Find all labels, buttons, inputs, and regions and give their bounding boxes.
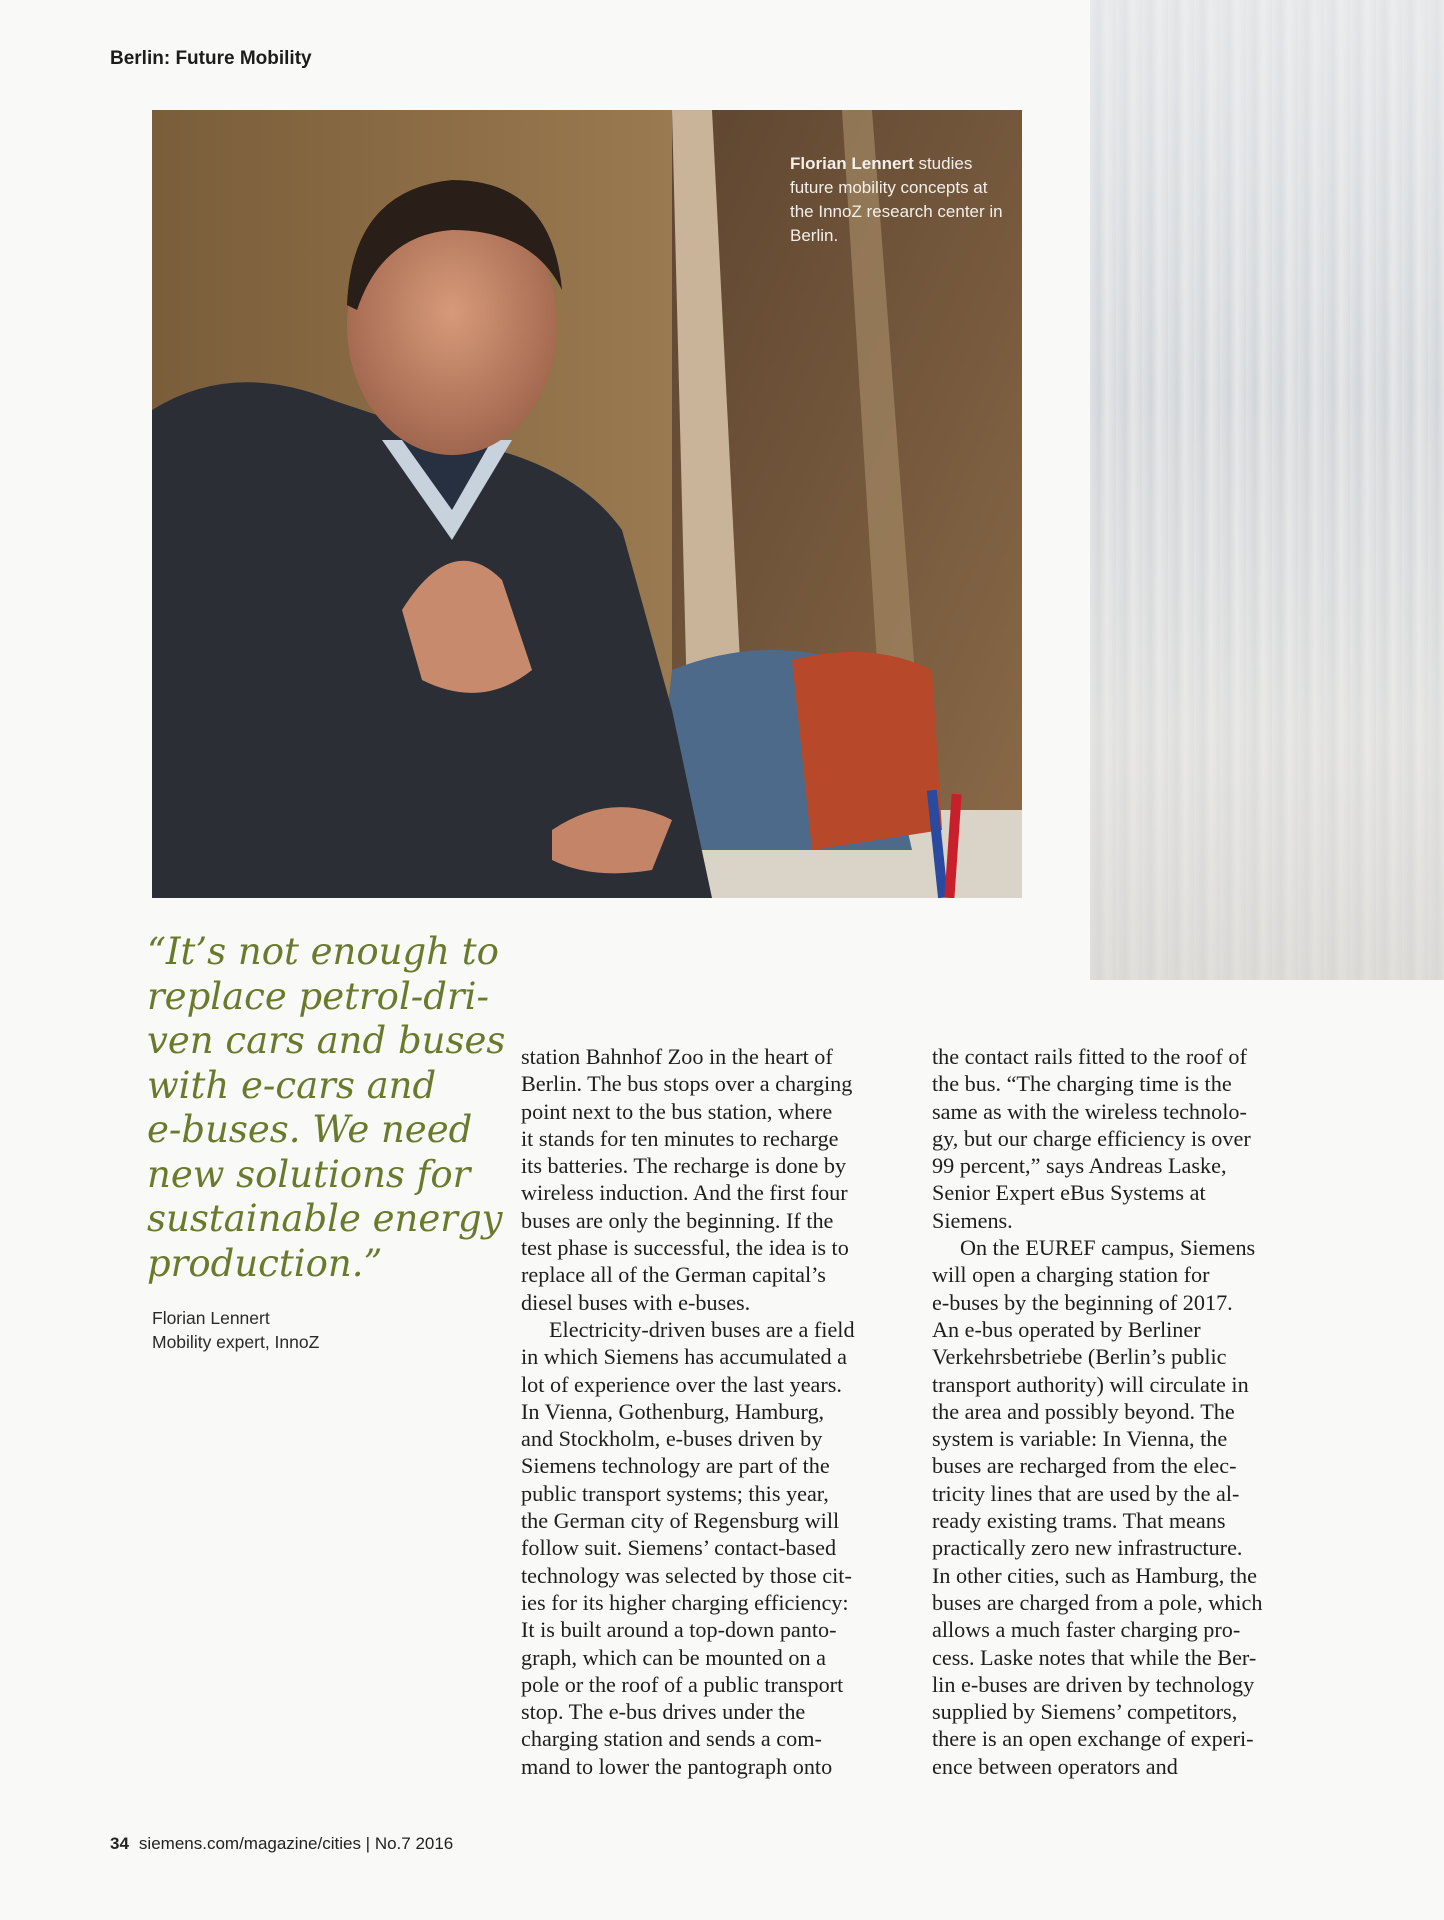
photo-caption — [790, 152, 1010, 248]
text-line: practically zero new infrastructure. — [932, 1535, 1243, 1561]
text-line: tricity lines that are used by the al- — [932, 1480, 1240, 1506]
text-line: there is an open exchange of experi- — [932, 1726, 1254, 1752]
text-line: e-buses by the beginning of 2017. — [932, 1289, 1233, 1315]
text-line: lin e-buses are driven by technology — [932, 1671, 1255, 1697]
text-line: lot of experience over the last years. — [521, 1371, 842, 1397]
text-line: Siemens technology are part of the — [521, 1453, 830, 1479]
quote-line: with e-cars and — [147, 1063, 437, 1107]
quote-line: sustainable energy — [147, 1197, 503, 1240]
text-line: stop. The e-bus drives under the — [521, 1699, 806, 1725]
text-line: It is built around a top-down panto- — [521, 1617, 837, 1643]
text-line: replace all of the German capital’s — [521, 1262, 826, 1288]
text-line: Senior Expert eBus Systems at — [932, 1180, 1206, 1206]
text-line: the German city of Regensburg will — [521, 1508, 840, 1534]
text-line: diesel buses with e-buses. — [521, 1289, 751, 1315]
text-line: Electricity-driven buses are a field — [549, 1316, 855, 1342]
quote-line: “It’s not enough to — [147, 930, 499, 973]
article-column-2 — [932, 1043, 1332, 1780]
text-line: gy, but our charge efficiency is over — [932, 1125, 1251, 1151]
text-line: Verkehrsbetriebe (Berlin’s public — [932, 1344, 1227, 1370]
text-line: transport authority) will circulate in — [932, 1371, 1249, 1397]
text-line: ies for its higher charging efficiency: — [521, 1589, 849, 1615]
text-line: On the EUREF campus, Siemens — [960, 1235, 1256, 1261]
page-footer — [110, 1834, 453, 1854]
text-line: In other cities, such as Hamburg, the — [932, 1562, 1257, 1588]
text-line: station Bahnhof Zoo in the heart of — [521, 1044, 833, 1069]
text-line: Siemens. — [932, 1207, 1013, 1233]
text-line: In Vienna, Gothenburg, Hamburg, — [521, 1398, 825, 1424]
text-line: it stands for ten minutes to recharge — [521, 1125, 839, 1151]
text-line: the contact rails fitted to the roof of — [932, 1044, 1247, 1069]
section-title: Berlin: Future Mobility — [110, 48, 312, 69]
text-line: in which Siemens has accumulated a — [521, 1344, 847, 1370]
quote-author-name: Florian Lennert — [152, 1308, 270, 1328]
text-line: technology was selected by those cit- — [521, 1562, 852, 1588]
text-line: 99 percent,” says Andreas Laske, — [932, 1153, 1227, 1179]
text-line: the area and possibly beyond. The — [932, 1398, 1235, 1424]
publication-info: siemens.com/magazine/cities | No.7 2016 — [138, 1834, 454, 1853]
text-line: charging station and sends a com- — [521, 1726, 822, 1752]
quote-line: e-buses. We need — [147, 1108, 473, 1151]
page-number: 34 — [110, 1834, 129, 1853]
text-line: ready existing trams. That means — [932, 1508, 1226, 1534]
text-line: will open a charging station for — [932, 1262, 1210, 1288]
text-line: wireless induction. And the first four — [521, 1180, 848, 1206]
text-line: allows a much faster charging pro- — [932, 1617, 1241, 1643]
article-column-1 — [521, 1043, 921, 1780]
text-line: buses are charged from a pole, which — [932, 1589, 1263, 1615]
text-line: ence between operators and — [932, 1753, 1178, 1779]
text-line: and Stockholm, e-buses driven by — [521, 1426, 823, 1452]
text-line: An e-bus operated by Berliner — [932, 1316, 1201, 1342]
text-line: Berlin. The bus stops over a charging — [521, 1071, 853, 1097]
quote-author-role: Mobility expert, InnoZ — [152, 1332, 320, 1352]
quote-line: ven cars and buses — [147, 1019, 506, 1062]
text-line: buses are recharged from the elec- — [932, 1453, 1237, 1479]
side-image — [1090, 0, 1444, 980]
text-line: pole or the roof of a public transport — [521, 1671, 844, 1697]
text-line: public transport systems; this year, — [521, 1480, 829, 1506]
text-line: supplied by Siemens’ competitors, — [932, 1699, 1238, 1725]
text-line: system is variable: In Vienna, the — [932, 1426, 1228, 1452]
quote-line: new solutions for — [147, 1152, 471, 1196]
text-line: mand to lower the pantograph onto — [521, 1753, 833, 1779]
text-line: buses are only the beginning. If the — [521, 1207, 834, 1233]
quote-line: production.” — [147, 1241, 383, 1285]
text-line: cess. Laske notes that while the Ber- — [932, 1644, 1257, 1670]
text-line: the bus. “The charging time is the — [932, 1071, 1232, 1097]
quote-line: replace petrol-dri- — [147, 974, 489, 1018]
text-line: its batteries. The recharge is done by — [521, 1153, 847, 1179]
caption-name: Florian Lennert — [790, 154, 914, 173]
caption-text: studies future mobility concepts at the InnoZ research center in Berlin. — [790, 154, 1003, 245]
text-line: point next to the bus station, where — [521, 1098, 833, 1124]
pull-quote — [147, 930, 506, 1286]
text-line: follow suit. Siemens’ contact-based — [521, 1535, 837, 1561]
text-line: test phase is successful, the idea is to — [521, 1235, 849, 1261]
text-line: graph, which can be mounted on a — [521, 1644, 826, 1670]
text-line: same as with the wireless technolo- — [932, 1098, 1247, 1124]
quote-attribution — [152, 1306, 319, 1354]
